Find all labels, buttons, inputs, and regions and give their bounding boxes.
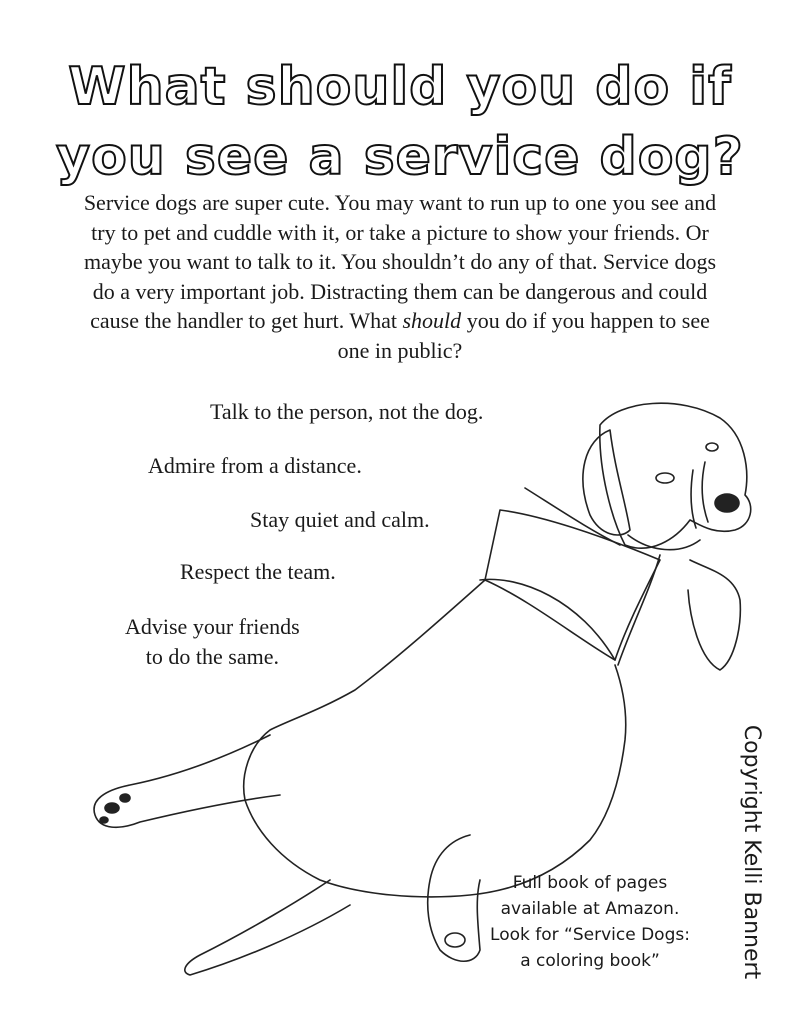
tip-advise-friends: Advise your friends to do the same. — [125, 614, 300, 669]
dog-back-leg — [94, 735, 280, 827]
dog-paw-pad-2 — [120, 794, 130, 802]
dog-tail — [185, 880, 350, 975]
copyright-notice: Copyright Kelli Bannert — [739, 724, 764, 980]
dog-neck — [525, 488, 620, 545]
tip-talk-to-person: Talk to the person, not the dog. — [210, 399, 484, 424]
dog-front-leg — [688, 560, 740, 670]
dog-muzzle-strap-2 — [702, 462, 708, 522]
dog-paw-pad-3 — [100, 817, 108, 823]
dog-paw-pad — [105, 803, 119, 813]
dog-muzzle-strap — [691, 470, 696, 528]
tip-respect-team: Respect the team. — [180, 559, 336, 584]
dog-ear — [583, 430, 630, 535]
dog-body — [244, 580, 626, 897]
dog-nose — [715, 494, 739, 512]
dog-vest — [485, 510, 660, 660]
intro-text-after: you do if you happen to see one in public? — [337, 308, 710, 363]
dog-hind-paw-pad — [445, 933, 465, 947]
dog-eye-far — [706, 443, 718, 451]
page-title-line-1: What should you do if — [68, 57, 732, 117]
dog-eye — [656, 473, 674, 483]
intro-emphasis: should — [402, 308, 462, 333]
page-title-line-2: you see a service dog? — [56, 127, 744, 187]
tip-admire-from-distance: Admire from a distance. — [148, 453, 362, 478]
promo-text: Full book of pages available at Amazon. Look for “Service Dogs: a coloring book” — [490, 873, 690, 971]
tip-stay-quiet: Stay quiet and calm. — [250, 507, 430, 532]
dog-head-outline — [600, 403, 751, 548]
intro-text-before: Service dogs are super cute. You may want to run up to one you see and try to pet and cuddle with it, or take a picture to show your friends. Or maybe you want to talk to it. You shouldn’t do any of that. Service dogs do a very important job. Distracting them can be dangerous and could cause the handler to get hurt. What — [83, 190, 717, 333]
